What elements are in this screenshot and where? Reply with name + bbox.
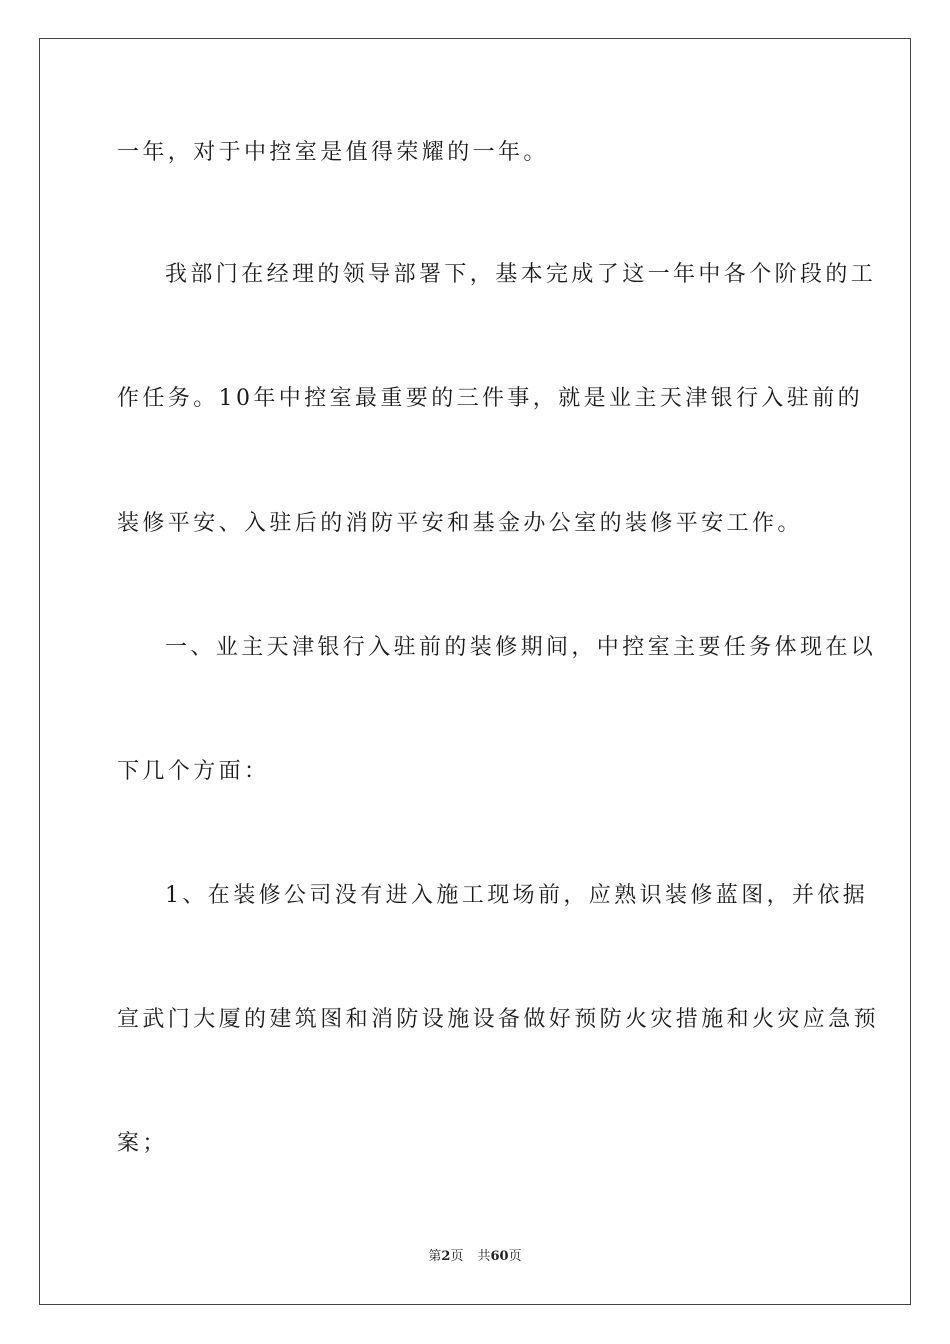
body-line-4: 装修平安、入驻后的消防平安和基金办公室的装修平安工作。 [117,511,803,536]
page-border [39,38,911,1305]
body-line-9: 案； [117,1131,168,1156]
body-line-3: 作任务。10年中控室最重要的三件事，就是业主天津银行入驻前的 [117,386,863,411]
body-line-6: 下几个方面： [117,759,270,784]
body-line-8: 宣武门大厦的建筑图和消防设施设备做好预防火灾措施和火灾应急预 [117,1007,880,1032]
body-line-1: 一年，对于中控室是值得荣耀的一年。 [117,140,549,165]
footer-page-number: 2 [441,1249,451,1264]
page-footer [0,1248,950,1266]
footer-total-suffix: 页 [508,1249,522,1264]
footer-total-pages: 60 [490,1249,509,1264]
body-line-5: 一、业主天津银行入驻前的装修期间，中控室主要任务体现在以 [165,635,877,660]
body-line-7: 1、在装修公司没有进入施工现场前，应熟识装修蓝图，并依据 [165,883,869,908]
footer-total-prefix: 共 [477,1249,491,1264]
body-line-2: 我部门在经理的领导部署下，基本完成了这一年中各个阶段的工 [165,262,877,287]
footer-page-suffix: 页 [450,1249,464,1264]
footer-page-prefix: 第 [428,1249,442,1264]
